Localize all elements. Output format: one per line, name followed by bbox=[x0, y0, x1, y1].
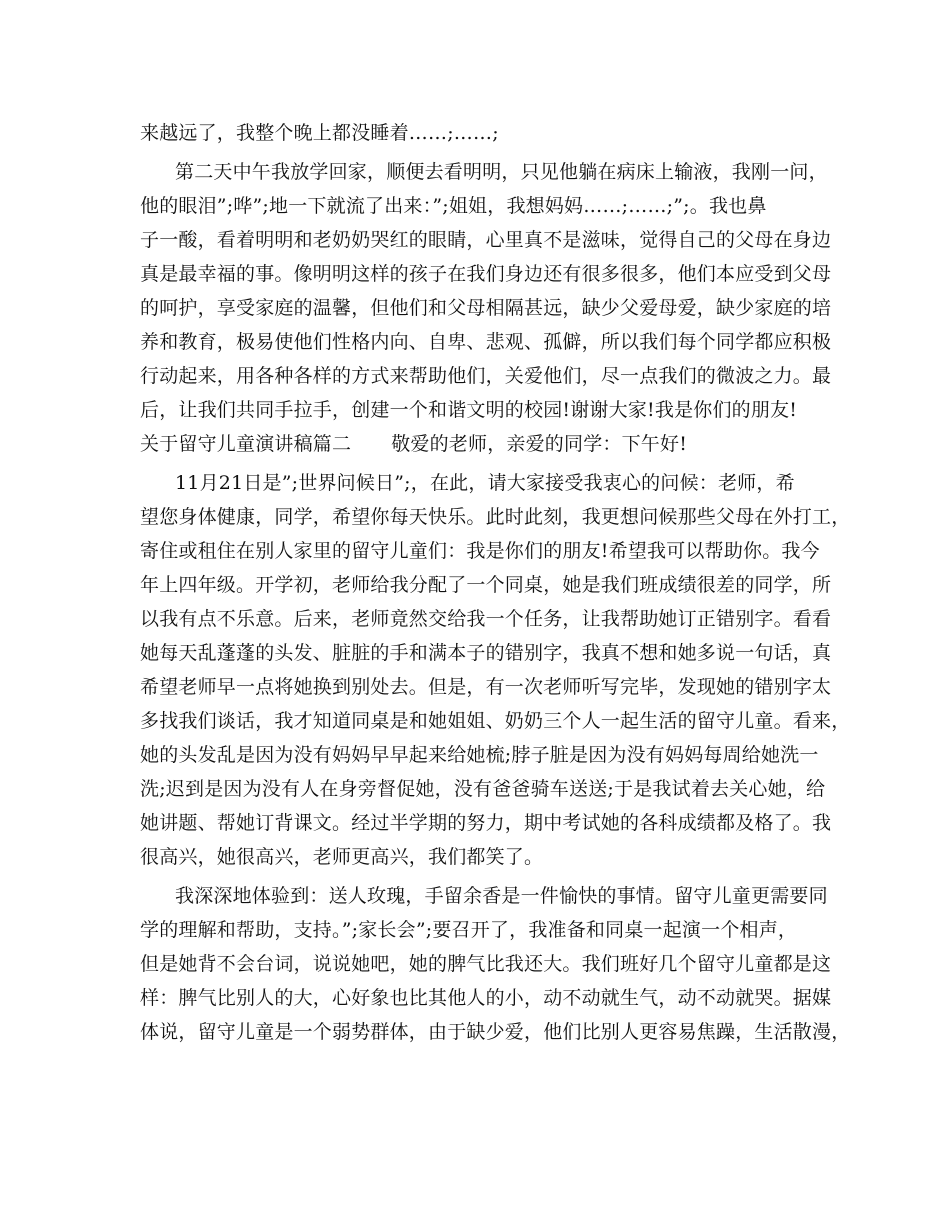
text-line: 希望老师早一点将她换到别处去。但是，有一次老师听写完毕，发现她的错别字太 bbox=[140, 676, 832, 698]
text-line: 样：脾气比别人的大，心好象也比其他人的小，动不动就生气，动不动就哭。据媒 bbox=[140, 987, 832, 1009]
text-line: 她每天乱蓬蓬的头发、脏脏的手和满本子的错别字，我真不想和她多说一句话，真 bbox=[140, 642, 832, 664]
text-line: 学的理解和帮助，支持。”;家长会”;要召开了，我准备和同桌一起演一个相声， bbox=[140, 919, 798, 941]
text-line: 寄住或租住在别人家里的留守儿童们：我是你们的朋友!希望我可以帮助你。我今 bbox=[140, 540, 820, 562]
text-line: 来越远了，我整个晚上都没睡着……;……; bbox=[140, 122, 499, 144]
text-line: 他的眼泪”;哗”;地一下就流了出来：”;姐姐，我想妈妈……;……;”;。我也鼻 bbox=[140, 195, 767, 217]
text-line: 但是她背不会台词，说说她吧，她的脾气比我还大。我们班好几个留守儿童都是这 bbox=[140, 953, 832, 975]
text-line: 体说，留守儿童是一个弱势群体，由于缺少爱，他们比别人更容易焦躁，生活散漫， bbox=[140, 1021, 851, 1043]
greeting: 敬爱的老师，亲爱的同学：下午好! bbox=[391, 433, 688, 455]
text-line: 多找我们谈话，我才知道同桌是和她姐姐、奶奶三个人一起生活的留守儿童。看来， bbox=[140, 710, 851, 732]
text-line: 洗;迟到是因为没有人在身旁督促她，没有爸爸骑车送送;于是我试着去关心她，给 bbox=[140, 778, 826, 800]
section-title: 关于留守儿童演讲稿篇二 bbox=[140, 433, 352, 455]
text-line: 以我有点不乐意。后来，老师竟然交给我一个任务，让我帮助她订正错别字。看看 bbox=[140, 608, 832, 630]
text-line: 后，让我们共同手拉手，创建一个和谐文明的校园!谢谢大家!我是你们的朋友! bbox=[140, 399, 798, 421]
text-line: 我深深地体验到：送人玫瑰，手留余香是一件愉快的事情。留守儿童更需要同 bbox=[175, 885, 828, 907]
text-line: 行动起来，用各种各样的方式来帮助他们，关爱他们，尽一点我们的微波之力。最 bbox=[140, 365, 832, 387]
text-line: 11月21日是”;世界问候日”;，在此，请大家接受我衷心的问候：老师，希 bbox=[175, 472, 795, 494]
text-line: 年上四年级。开学初，老师给我分配了一个同桌，她是我们班成绩很差的同学，所 bbox=[140, 574, 832, 596]
text-line: 养和教育，极易使他们性格内向、自卑、悲观、孤僻，所以我们每个同学都应积极 bbox=[140, 331, 832, 353]
section-heading-line bbox=[140, 431, 687, 457]
text-line: 她的头发乱是因为没有妈妈早早起来给她梳;脖子脏是因为没有妈妈每周给她洗一 bbox=[140, 744, 819, 766]
text-line: 第二天中午我放学回家，顺便去看明明，只见他躺在病床上输液，我刚一问， bbox=[175, 161, 828, 183]
text-line: 真是最幸福的事。像明明这样的孩子在我们身边还有很多很多，他们本应受到父母 bbox=[140, 263, 832, 285]
text-line: 很高兴，她很高兴，老师更高兴，我们都笑了。 bbox=[140, 846, 544, 868]
text-line: 她讲题、帮她订背课文。经过半学期的努力，期中考试她的各科成绩都及格了。我 bbox=[140, 812, 832, 834]
text-line: 的呵护，享受家庭的温馨，但他们和父母相隔甚远，缺少父爱母爱，缺少家庭的培 bbox=[140, 297, 832, 319]
text-line: 望您身体健康，同学，希望你每天快乐。此时此刻，我更想问候那些父母在外打工， bbox=[140, 506, 851, 528]
text-line: 子一酸，看着明明和老奶奶哭红的眼睛，心里真不是滋味，觉得自己的父母在身边 bbox=[140, 229, 832, 251]
